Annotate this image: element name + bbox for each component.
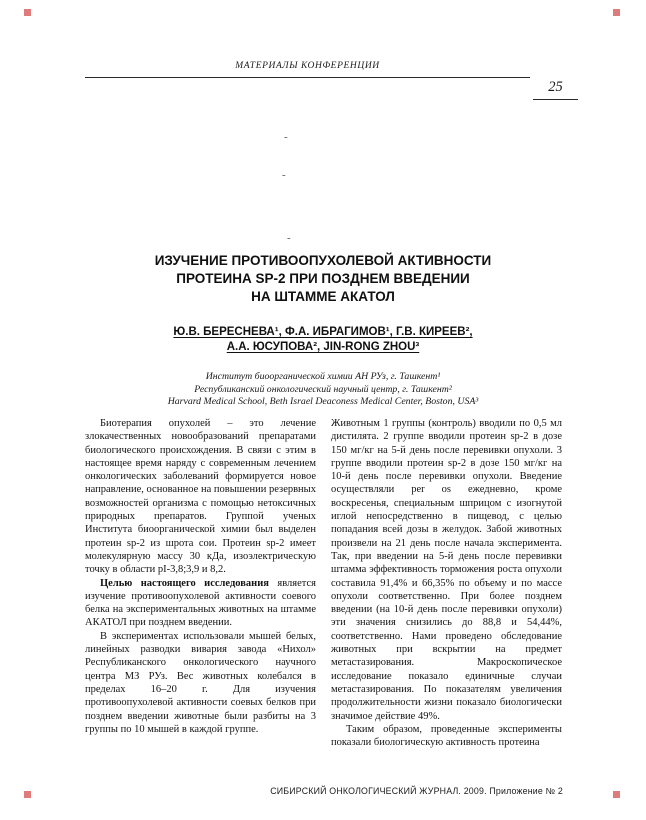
stray-scan-mark: -	[282, 169, 286, 181]
title-line: НА ШТАММЕ АКАТОЛ	[251, 289, 395, 304]
stray-scan-mark: -	[284, 131, 288, 143]
title-line: ИЗУЧЕНИЕ ПРОТИВООПУХОЛЕВОЙ АКТИВНОСТИ	[154, 253, 492, 268]
author-line: Ю.В. БЕРЕСНЕВА¹, Ф.А. ИБРАГИМОВ¹, Г.В. КИРЕЕВ²,	[173, 326, 473, 338]
body-columns	[85, 417, 563, 749]
page-number-rule	[533, 99, 578, 100]
crop-mark-bottom-left	[24, 791, 31, 798]
stray-scan-mark: -	[287, 232, 291, 244]
title-line: ПРОТЕИНА SP-2 ПРИ ПОЗДНЕМ ВВЕДЕНИИ	[176, 271, 470, 286]
right-column	[331, 417, 562, 749]
left-column	[85, 417, 316, 749]
crop-mark-top-right	[613, 9, 620, 16]
journal-footer: СИБИРСКИЙ ОНКОЛОГИЧЕСКИЙ ЖУРНАЛ. 2009. Приложение № 2	[270, 786, 563, 796]
paragraph-intro: Биотерапия опухолей – это лечение злокачественных новообразований препаратами биологического происхождения. В связи с этим в настоящее время наряду с современным лечением онкологических заболеваний формируется новое направление, основанное на повышении резервных возможностей организма с помощью нетоксичных природных препаратов. Группой ученых Института биоорганической химии был выделен протеин sp-2 из шрота сои. Протеин sp-2 имеет молекулярную массу 30 кДа, изоэлектрическую точку в области pI-3,8;3,9 и 8,2.	[85, 418, 316, 576]
paragraph-aim-lead: Целью настоящего исследования	[100, 577, 269, 589]
paragraph-results: Животным 1 группы (контроль) вводили по 0,5 мл дистилята. 2 группе вводили протеин sp-2 в дозе 150 мг/кг на 5-й день после перевивки опухоли. 3 группе вводили протеин sp-2 в дозе 150 мг/кг на 10-й день после перевивки опухоли. Введение осуществляли per os ежедневно, кроме воскресенья, специальным шприцом с изогнутой иглой непосредственно в пищевод, с целью попадания всей дозы в желудок. Забой животных произвели на 21 день после начала эксперимента. Так, при введении на 5-й день после перевивки штамма эффективность торможения роста опухоли составила 91,4% и 66,35% по объему и по массе опухоли соответственно. При более позднем введении (на 10-й день после перевивки опухоли) эти значения снизились до 88,8 и 54,44%, соответственно. Нами проведено обследование животных при вскрытии на предмет метастазирования. Макроскопическое исследование показало единичные случаи метастазирования. По показателям увеличения продолжительности жизни показало биологически значимое действие 49%.	[331, 418, 562, 722]
crop-mark-bottom-right	[613, 791, 620, 798]
paragraph-aim-rest: является изучение противоопухолевой активности соевого белка на экспериментальных животных на штамме АКАТОЛ при позднем введении.	[85, 577, 316, 629]
paragraph-conclusion: Таким образом, проведенные эксперименты показали биологическую активность протеина	[331, 723, 562, 749]
affiliation-line: Институт биоорганической химии АН РУз, г. Ташкент¹	[205, 371, 441, 382]
crop-mark-top-left	[24, 9, 31, 16]
paragraph-aim	[85, 577, 316, 630]
affiliation-line: Harvard Medical School, Beth Israel Deaconess Medical Center, Boston, USA³	[167, 396, 479, 408]
page-number: 25	[548, 79, 563, 95]
affiliation-line: Республиканский онкологический научный центр, г. Ташкент²	[194, 383, 452, 395]
running-title: МАТЕРИАЛЫ КОНФЕРЕНЦИИ	[235, 61, 380, 71]
paragraph-methods: В экспериментах использовали мышей белых, линейных разводки вивария завода «Нихол» Республиканского онкологического научного центра МЗ РУз. Вес животных колебался в пределах 16–20 г. Для изучения противоопухолевой активности соевых белков при позднем введении животные были разбиты на 3 группы по 10 мышей в каждой группе.	[85, 630, 316, 735]
affiliation-list	[40, 371, 606, 409]
article-title	[50, 252, 596, 306]
author-list	[50, 325, 596, 354]
header-rule	[85, 77, 530, 78]
author-line: А.А. ЮСУПОВА², JIN-RONG ZHOU³	[226, 340, 420, 353]
